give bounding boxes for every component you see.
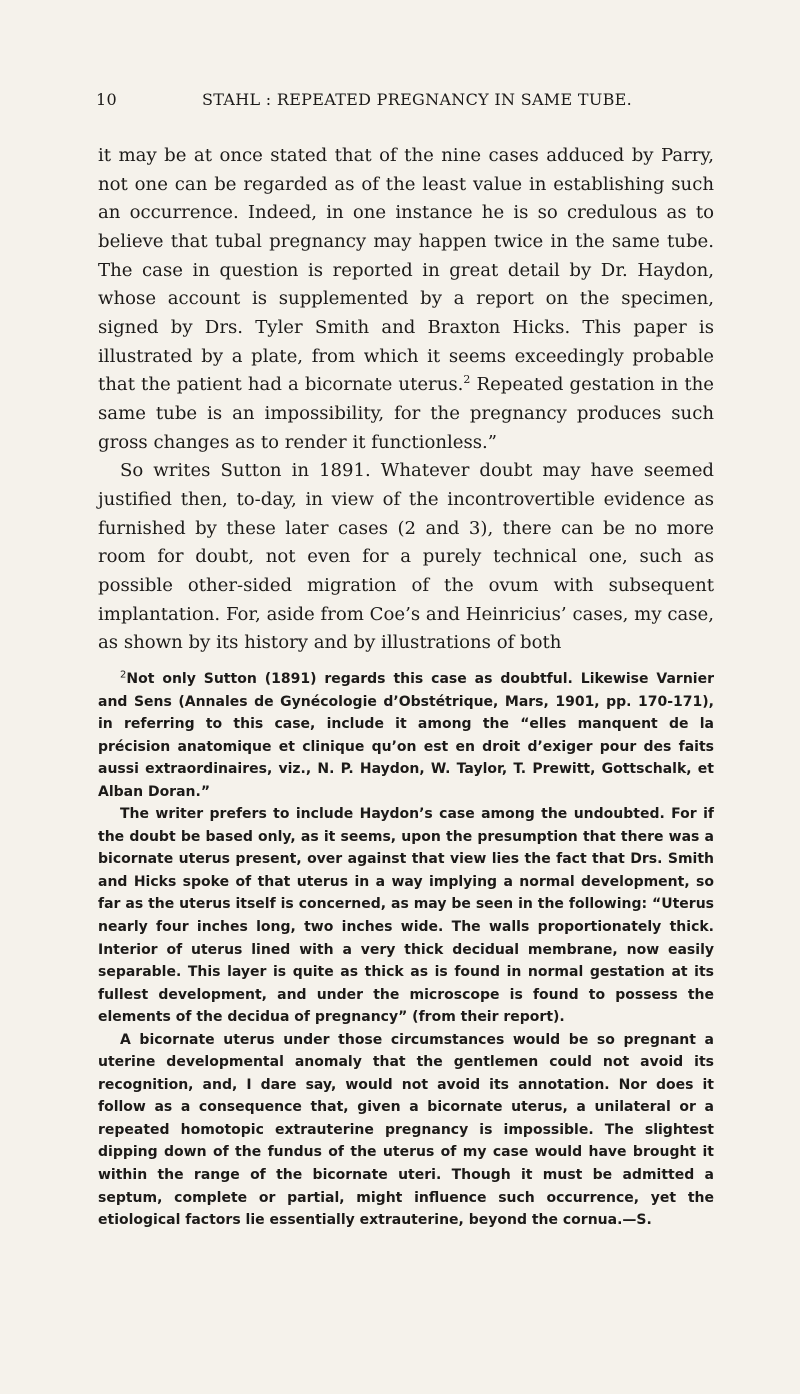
body-paragraph-1-part-b: Repeated gestation in the same tube is an impossibility, for the pregnancy produces such gross changes as to render it functionless.” [98,374,714,453]
body-text [98,142,714,658]
body-paragraph-2: So writes Sutton in 1891. Whatever doubt may have seemed justified then, to-day, in view of the incontrovertible evidence as furnished by these later cases (2 and 3), there can be no more room for doubt, not even for a purely technical one, such as possible other-sided migration of the ovum with subsequent implantation. For, aside from Coe’s and Heinricius’ cases, my case, as shown by its history and by illustrations of both [98,460,714,654]
footnote-paragraph-2: The writer prefers to include Haydon’s case among the undoubted. For if the doubt be based only, as it seems, upon the presumption that there was a bicornate uterus present, over against that view lies the fact that Drs. Smith and Hicks spoke of that uterus in a way implying a normal development, so far as the uterus itself is concerned, as may be seen in the following: “Uterus nearly four inches long, two inches wide. The walls proportionately thick. Interior of uterus lined with a very thick decidual membrane, now easily separable. This layer is quite as thick as is found in normal gestation at its fullest development, and under the microscope is found to possess the elements of the decidua of pregnancy” (from their report). [98,806,714,1026]
footnote-paragraph-3: A bicornate uterus under those circumstances would be so pregnant a uterine developmental anomaly that the gentlemen could not avoid its recognition, and, I dare say, would not avoid its annotation. Nor does it follow as a consequence that, given a bicornate uterus, a unilateral or a repeated homotopic extrauterine pregnancy is impossible. The slightest dipping down of the fundus of the uterus of my case would have brought it within the range of the bicornate uteri. Though it must be admitted a septum, complete or partial, might influence such occurrence, yet the etiological factors lie essentially extrauterine, beyond the cornua.—S. [98,1031,714,1229]
footnote-block [98,668,714,1232]
footnote-marker: 2 [120,669,127,681]
body-paragraph [98,142,714,457]
footnote-reference: 2 [463,373,471,387]
body-paragraph-1-part-a: it may be at once stated that of the nine cases adduced by Parry, not one can be regarded as of the least value in establishing such an occurrence. Indeed, in one instance he is so credulous as to believe that tubal pregnancy may happen twice in the same tube. The case in question is reported in great detail by Dr. Haydon, whose account is supplemented by a report on the specimen, signed by Drs. Tyler Smith and Braxton Hicks. This paper is illustrated by a plate, from which it seems exceedingly probable that the patient had a bicornate uterus. [98,145,714,396]
footnote-paragraph [98,803,714,1028]
footnote-paragraph-1: Not only Sutton (1891) regards this case as doubtful. Likewise Varnier and Sens (Annales de Gynécologie d’Obstétrique, Mars, 1901, pp. 170-171), in referring to this case, include it among the “elles manquent de la précision anatomique et clinique qu’on est en droit d’exiger pour des faits aussi extraordinaires, viz., N. P. Haydon, W. Taylor, T. Prewitt, Gottschalk, et Alban Doran.” [98,671,714,800]
body-paragraph [98,457,714,658]
page-number: 10 [96,90,117,109]
running-title: STAHL : REPEATED PREGNANCY IN SAME TUBE. [202,90,633,109]
footnote-paragraph [98,1029,714,1232]
footnote-paragraph [98,668,714,803]
